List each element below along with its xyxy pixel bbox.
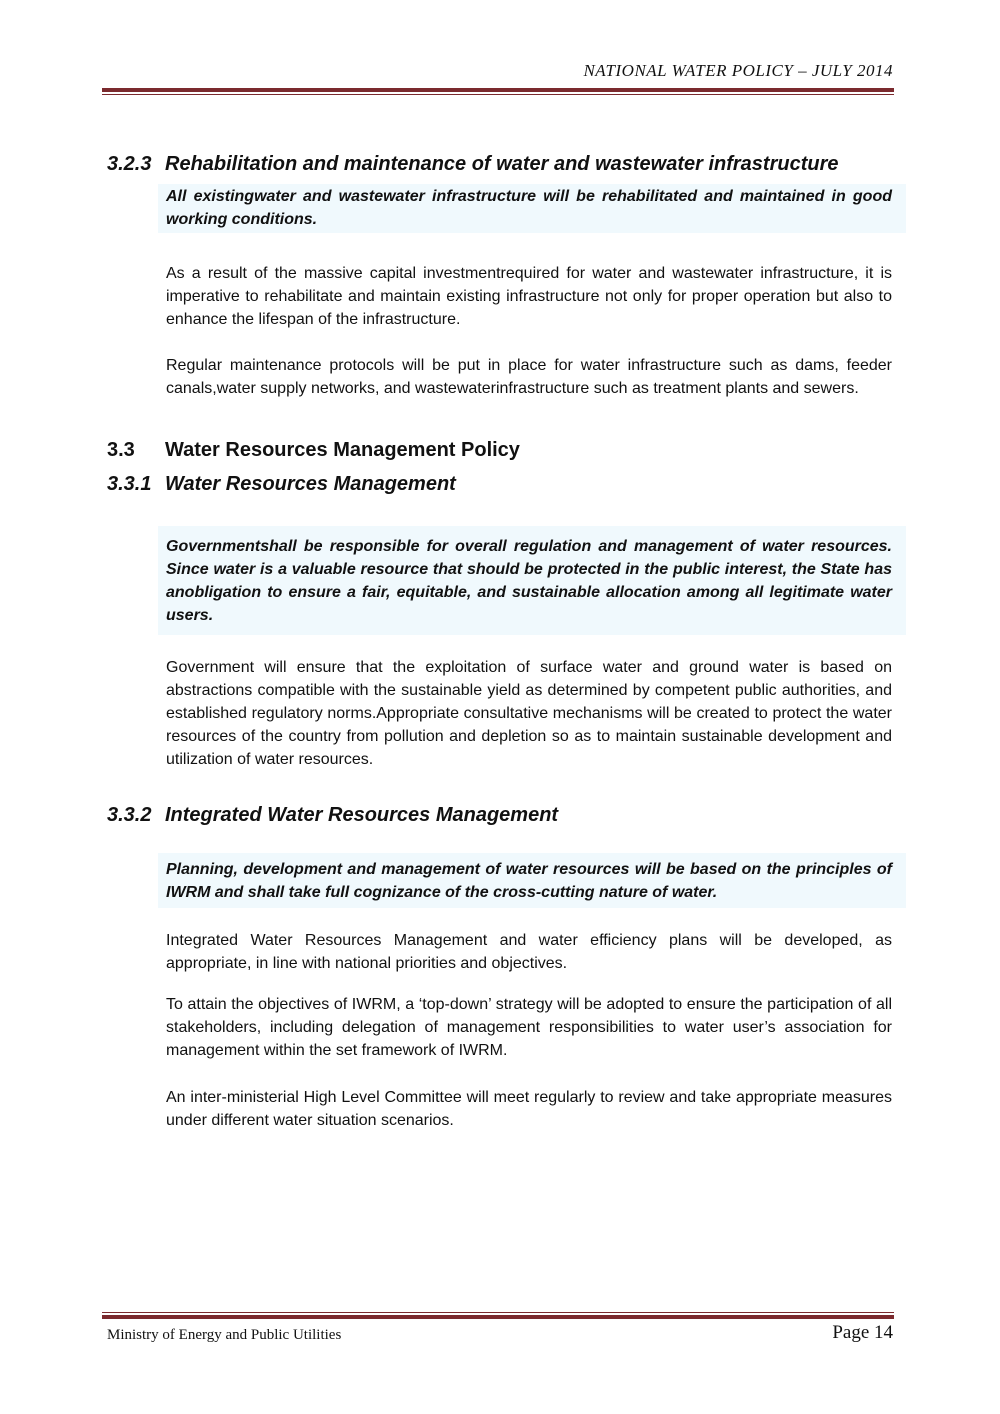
section-number: 3.2.3 [107,153,152,175]
section-title: Water Resources Management Policy [165,439,520,461]
paragraph: Regular maintenance protocols will be put in place for water infrastructure such as dams, feeder canals,water supply networks, and wastewaterinfrastructure such as treatment plants and sewers. [166,357,892,397]
policy-statement-box: Governmentshall be responsible for overall regulation and management of water resources. Since water is a valuable resource that should be protected in the public interest, the State has anobligation to ensure a fair, equitable, and sustainable allocation among all legitimate water users. [158,526,906,635]
page-number: Page 14 [832,1322,893,1343]
paragraph: An inter-ministerial High Level Committee will meet regularly to review and take appropriate measures under different water situation scenarios. [166,1089,892,1129]
section-heading-3-3-2 [107,804,558,827]
footer-ministry: Ministry of Energy and Public Utilities [107,1327,342,1343]
paragraph: As a result of the massive capital investmentrequired for water and wastewater infrastructure, it is imperative to rehabilitate and maintain existing infrastructure not only for proper operation but also to enhance the lifespan of the infrastructure. [166,265,892,328]
page-header-title: NATIONAL WATER POLICY – JULY 2014 [583,61,893,80]
policy-statement-box: Planning, development and management of water resources will be based on the principles of IWRM and shall take full cognizance of the cross-cutting nature of water. [158,853,906,908]
section-title: Integrated Water Resources Management [165,804,559,826]
header-rule [102,88,894,92]
footer-rule-thin [102,1312,894,1313]
section-heading-3-2-3 [107,153,839,176]
paragraph: Integrated Water Resources Management and water efficiency plans will be developed, as appropriate, in line with national priorities and objectives. [166,932,892,972]
section-title: Water Resources Management [165,473,456,495]
section-heading-3-3 [107,439,520,462]
paragraph: Government will ensure that the exploitation of surface water and ground water is based on abstractions compatible with the sustainable yield as determined by competent public authorities, and established regulatory norms.Appropriate consultative mechanisms will be created to protect the water resources of the country from pollution and depletion so as to maintain sustainable development and utilization of water resources. [166,659,892,768]
section-heading-3-3-1 [107,473,456,496]
footer-rule [102,1315,894,1319]
section-number: 3.3 [107,439,135,461]
policy-statement-box: All existingwater and wastewater infrastructure will be rehabilitated and maintained in good working conditions. [158,184,906,233]
header-rule-thin [102,94,894,95]
section-number: 3.3.2 [107,804,152,826]
section-number: 3.3.1 [107,473,152,495]
paragraph: To attain the objectives of IWRM, a ‘top-down’ strategy will be adopted to ensure the participation of all stakeholders, including delegation of management responsibilities to water user’s association for management within the set framework of IWRM. [166,996,892,1059]
section-title: Rehabilitation and maintenance of water and wastewater infrastructure [165,153,839,175]
